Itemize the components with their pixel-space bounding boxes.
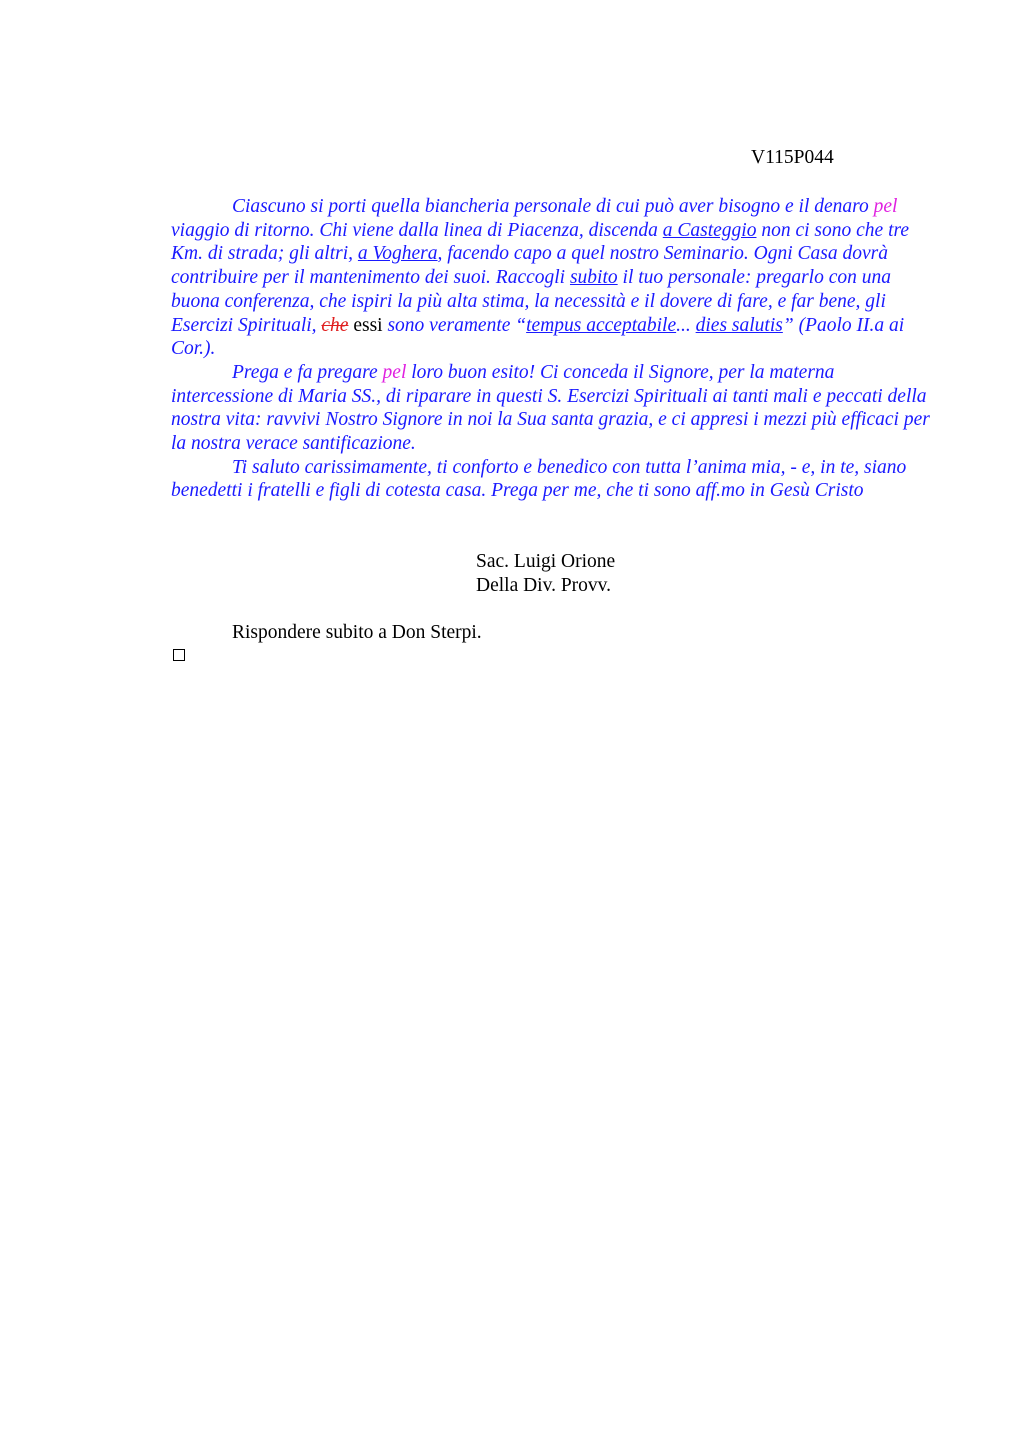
postscript: Rispondere subito a Don Sterpi. (232, 622, 482, 643)
text-segment: Ti saluto carissimamente, ti conforto e benedico con tutta l’anima mia, - e, in te, siano benedetti i fratelli e figli di cotesta casa. Prega per me, che ti sono aff.mo in Gesù Cristo (171, 456, 907, 502)
text-segment: sono veramente “ (382, 314, 527, 336)
text-segment: viaggio di ritorno. Chi viene dalla linea di Piacenza, discenda (171, 219, 663, 241)
text-segment: Prega e fa pregare (232, 361, 383, 383)
paragraph (171, 456, 932, 503)
underlined-text: tempus acceptabile (526, 314, 677, 336)
text-segment: non ci sono che tre Km. di strada; gli altri, (171, 219, 910, 265)
text-segment: ... (676, 314, 696, 336)
signature-title: Della Div. Provv. (476, 575, 612, 596)
text-segment: Ciascuno si porti quella biancheria personale di cui può aver bisogno e il denaro (232, 196, 874, 217)
text-segment: ” (Paolo II.a ai Cor.). (171, 314, 905, 360)
paragraph (171, 361, 932, 456)
page-reference: V115P044 (751, 147, 834, 168)
text-segment: il tuo personale: pregarlo con una buona conferenza, che ispiri la più alta stima, la necessità e il dovere di fare, e far bene, gli Esercizi Spirituali, (171, 267, 891, 336)
underlined-text: a Casteggio (662, 219, 757, 241)
underlined-text: dies salutis (695, 314, 783, 336)
plain-text: essi (353, 314, 383, 336)
highlighted-word: pel (873, 196, 898, 217)
text-segment: , facendo capo a quel nostro Seminario. Ogni Casa dovrà contribuire per il mantenimento dei suoi. Raccogli (171, 243, 888, 289)
letter-body (171, 195, 932, 503)
highlighted-word: pel (382, 361, 407, 383)
signature-name: Sac. Luigi Orione (476, 551, 616, 572)
underlined-text: a Voghera (357, 243, 438, 265)
signature (476, 550, 615, 598)
square-box-icon (173, 649, 185, 661)
text-segment: loro buon esito! Ci conceda il Signore, per la materna intercessione di Maria SS., di riparare in questi S. Esercizi Spirituali ai tanti mali e peccati della nostra vita: ravvivi Nostro Signore in noi la Sua santa grazia, e ci appresi i mezzi più efficaci per la nostra verace santificazione. (171, 361, 930, 455)
underlined-text: subito (569, 267, 618, 289)
struck-text: che (321, 314, 349, 336)
paragraph (171, 195, 932, 361)
